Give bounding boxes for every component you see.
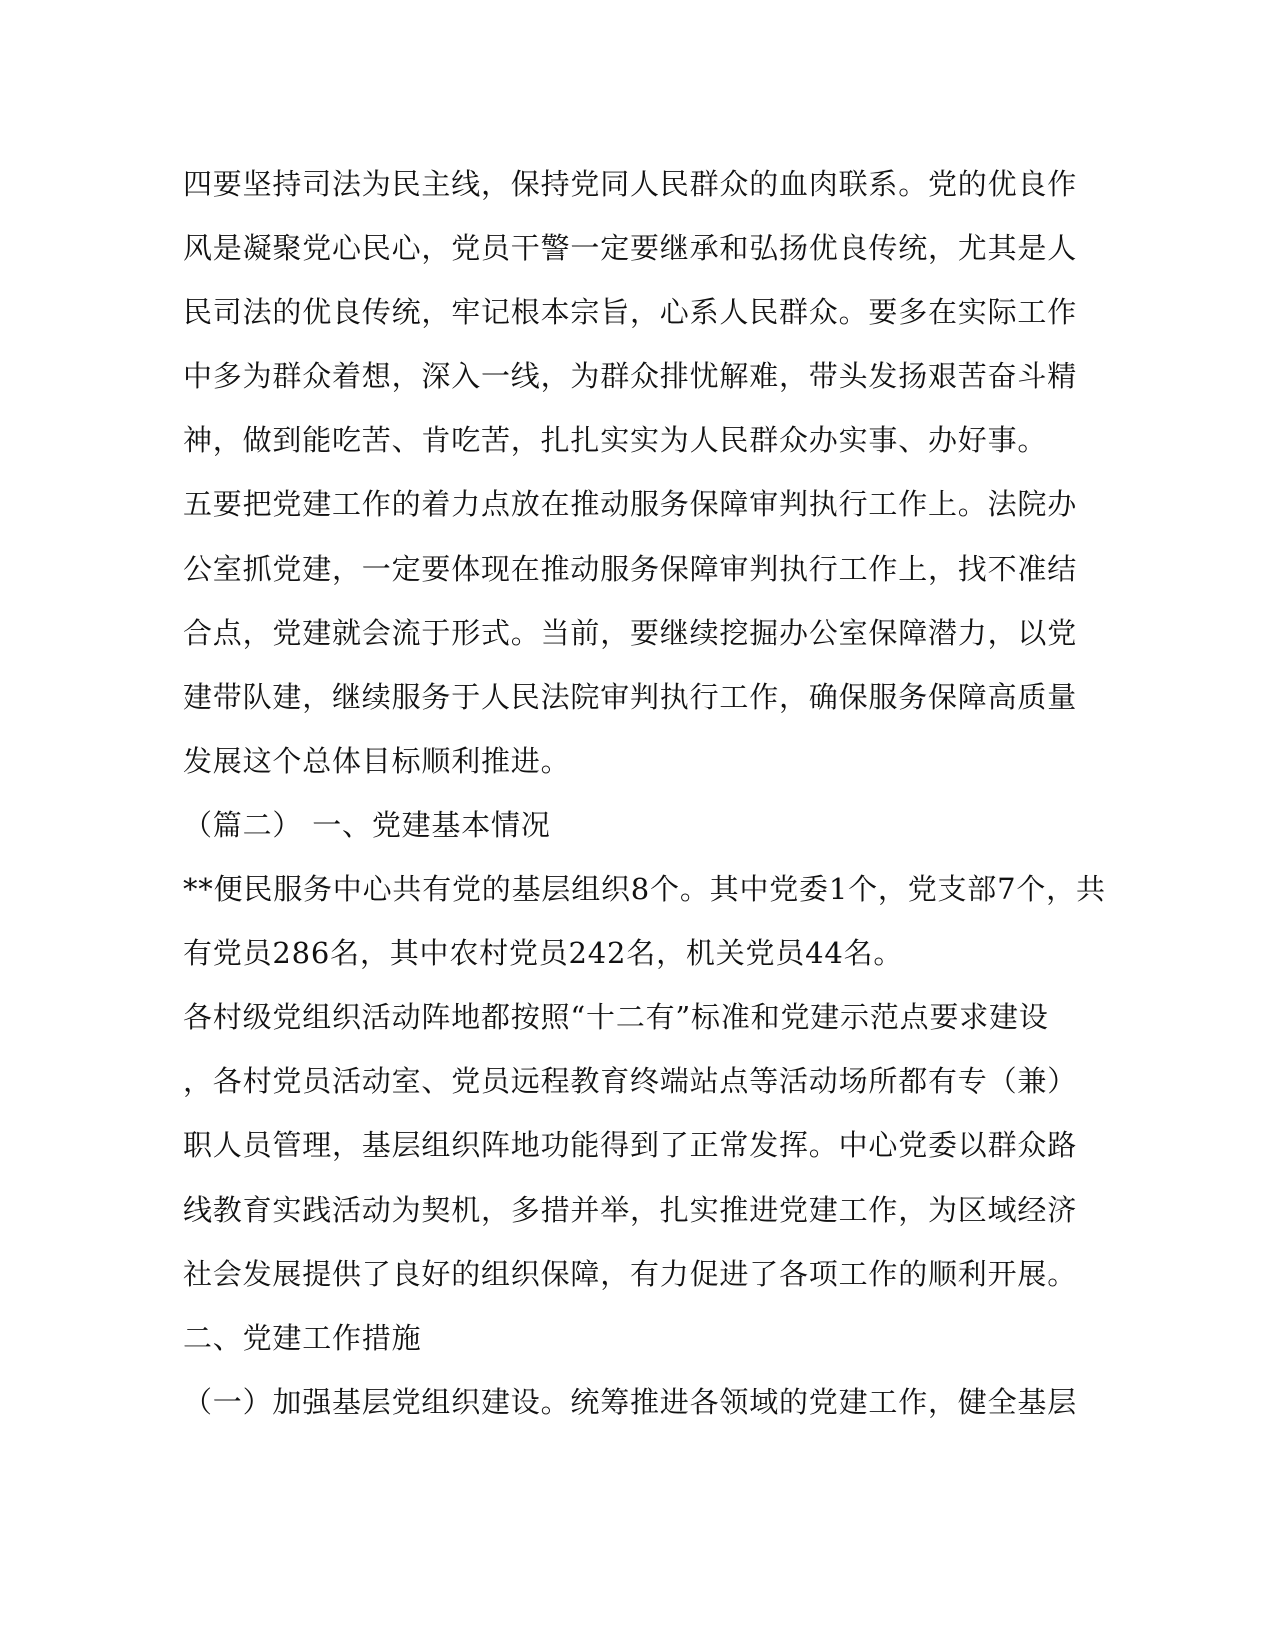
- text-line: 风是凝聚党心民心，党员干警一定要继承和弘扬优良传统，尤其是人: [183, 231, 1078, 266]
- text-line: 四要坚持司法为民主线，保持党同人民群众的血肉联系。党的优良作: [183, 167, 1078, 201]
- body-text: [183, 152, 1106, 1434]
- text-line: 中多为群众着想，深入一线，为群众排忧解难，带头发扬艰苦奋斗精: [183, 359, 1078, 394]
- text-line: 职人员管理，基层组织阵地功能得到了正常发挥。中心党委以群众路: [183, 1128, 1078, 1163]
- text-line: 神，做到能吃苦、肯吃苦，扎扎实实为人民群众办实事、办好事。: [183, 423, 1048, 458]
- text-line: 社会发展提供了良好的组织保障，有力促进了各项工作的顺利开展。: [183, 1256, 1078, 1291]
- text-line: **便民服务中心共有党的基层组织8个。其中党委1个，党支部7个，共: [183, 872, 1106, 907]
- text-line: ，各村党员活动室、党员远程教育终端站点等活动场所都有专（兼）: [183, 1064, 1078, 1099]
- text-line: 民司法的优良传统，牢记根本宗旨，心系人民群众。要多在实际工作: [183, 295, 1078, 330]
- text-line: 五要把党建工作的着力点放在推动服务保障审判执行工作上。法院办: [183, 487, 1078, 522]
- section-heading: （篇二） 一、党建基本情况: [183, 807, 551, 842]
- text-line: 各村级党组织活动阵地都按照“十二有”标准和党建示范点要求建设: [183, 1000, 1049, 1035]
- text-line: （一）加强基层党组织建设。统筹推进各领域的党建工作，健全基层: [183, 1384, 1078, 1419]
- text-line: 合点，党建就会流于形式。当前，要继续挖掘办公室保障潜力，以党: [183, 615, 1078, 650]
- text-line: 公室抓党建，一定要体现在推动服务保障审判执行工作上，找不准结: [183, 551, 1078, 586]
- section-heading: 二、党建工作措施: [183, 1320, 422, 1355]
- text-line: 发展这个总体目标顺利推进。: [183, 743, 571, 778]
- text-line: 建带队建，继续服务于人民法院审判执行工作，确保服务保障高质量: [183, 679, 1078, 714]
- text-line: 有党员286名，其中农村党员242名，机关党员44名。: [183, 936, 904, 971]
- text-line: 线教育实践活动为契机，多措并举，扎实推进党建工作，为区域经济: [183, 1192, 1078, 1227]
